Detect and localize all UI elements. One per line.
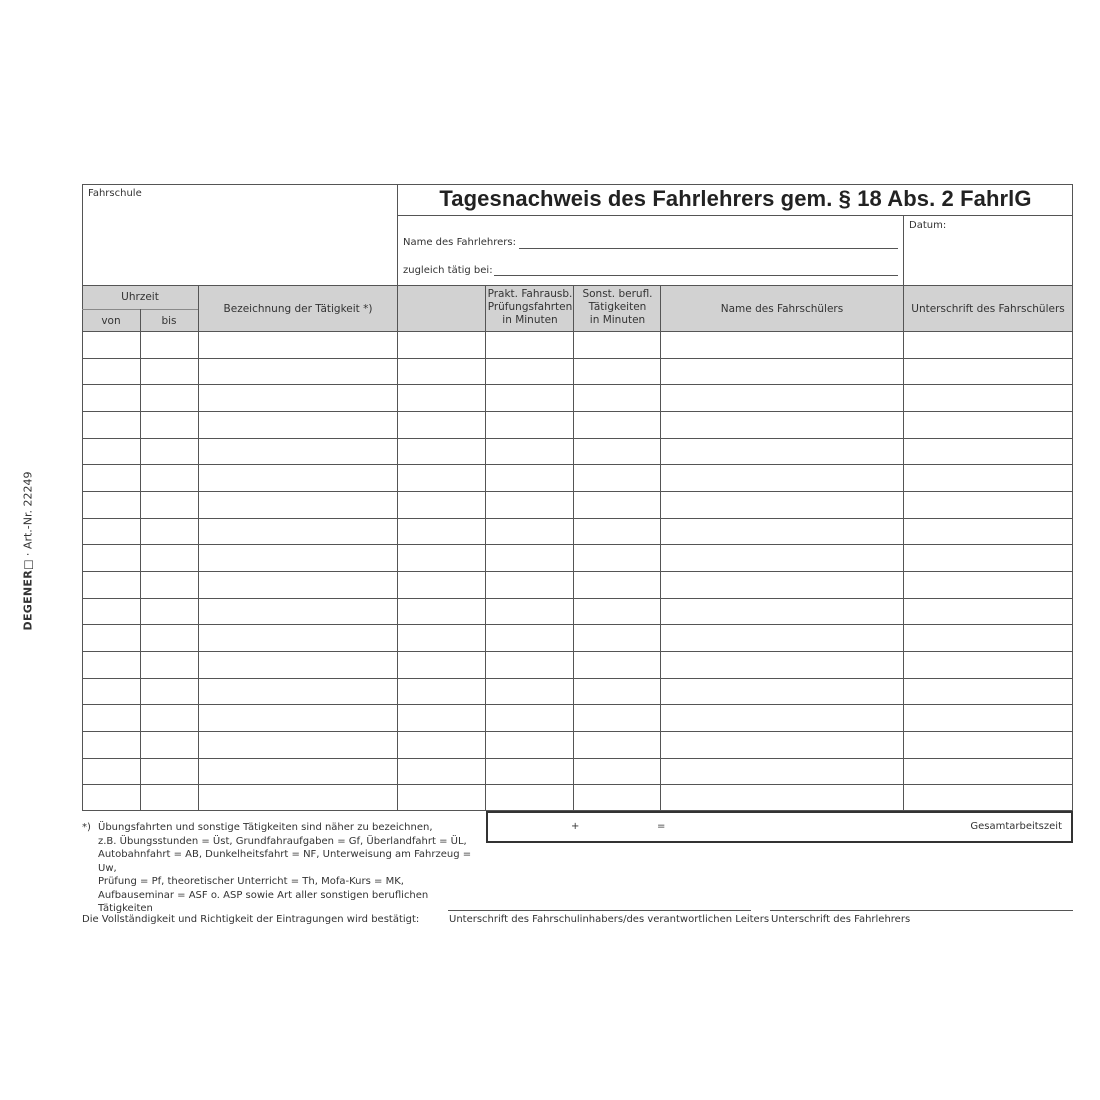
table-row xyxy=(82,758,1073,759)
footnote-marker: *) xyxy=(82,822,91,833)
total-equals: = xyxy=(657,821,666,832)
table-row xyxy=(82,544,1073,545)
table-row xyxy=(82,784,1073,785)
table-row xyxy=(82,491,1073,492)
footnote-line: Aufbauseminar = ASF o. ASP sowie Art aller sonstigen beruflichen Tätigkeiten xyxy=(98,889,429,914)
column-header-to: bis xyxy=(161,315,177,327)
footnote-line: z.B. Übungsstunden = Üst, Grundfahraufgaben = Gf, Überlandfahrt = ÜL, xyxy=(98,835,467,847)
table-row xyxy=(82,678,1073,679)
footnote-line: Prüfung = Pf, theoretischer Unterricht = Th, Mofa-Kurs = MK, xyxy=(98,876,404,887)
footnote-text xyxy=(98,821,478,916)
teacher-signature-field[interactable] xyxy=(770,910,1073,911)
column-header-activity: Bezeichnung der Tätigkeit *) xyxy=(223,303,373,315)
title-underline xyxy=(397,215,1073,216)
table-row xyxy=(82,731,1073,732)
table-row xyxy=(82,438,1073,439)
column-header-student-signature: Unterschrift des Fahrschülers xyxy=(911,303,1065,315)
confirmation-text: Die Vollständigkeit und Richtigkeit der Eintragungen wird bestätigt: xyxy=(82,914,420,925)
vendor-imprint: DEGENER□ · Art.-Nr. 22249 xyxy=(21,471,35,631)
teacher-signature-label: Unterschrift des Fahrlehrers xyxy=(771,914,911,925)
column-header-from: von xyxy=(101,315,121,327)
form-frame xyxy=(82,184,1073,811)
column-header-student-name: Name des Fahrschülers xyxy=(720,303,844,315)
school-label: Fahrschule xyxy=(88,188,142,199)
total-label: Gesamtarbeitszeit xyxy=(970,821,1062,832)
column-header-practical: Prakt. Fahrausb. Prüfungsfahrten in Minuten xyxy=(487,288,573,326)
teacher-name-field[interactable] xyxy=(519,248,898,249)
col-line-other xyxy=(573,285,574,811)
also-active-field[interactable] xyxy=(494,275,898,276)
table-row xyxy=(82,704,1073,705)
column-header-bottom xyxy=(82,331,1073,332)
table-row xyxy=(82,358,1073,359)
column-header-other: Sonst. berufl. Tätigkeiten in Minuten xyxy=(582,288,653,326)
header-bottom-line xyxy=(82,285,1073,286)
col-line-student-signature xyxy=(903,285,904,811)
col-line-student-name xyxy=(660,285,661,811)
also-active-label: zugleich tätig bei: xyxy=(403,265,493,276)
table-row xyxy=(82,624,1073,625)
total-plus: + xyxy=(571,821,580,832)
table-row xyxy=(82,384,1073,385)
date-divider xyxy=(903,215,904,285)
footnote-line: Übungsfahrten und sonstige Tätigkeiten sind näher zu bezeichnen, xyxy=(98,822,433,833)
teacher-name-label: Name des Fahrlehrers: xyxy=(403,237,516,248)
col-line-blank xyxy=(397,285,398,811)
table-row xyxy=(82,518,1073,519)
table-row xyxy=(82,571,1073,572)
owner-signature-field[interactable] xyxy=(448,910,751,911)
vendor-brand: DEGENER xyxy=(21,569,35,631)
column-header-time: Uhrzeit xyxy=(121,291,159,303)
table-row xyxy=(82,464,1073,465)
vendor-article: Art.-Nr. 22249 xyxy=(21,471,35,550)
owner-signature-label: Unterschrift des Fahrschulinhabers/des verantwortlichen Leiters xyxy=(449,914,770,925)
table-row xyxy=(82,598,1073,599)
col-line-activity xyxy=(198,285,199,811)
vendor-logo-icon: □ xyxy=(21,559,35,570)
date-label: Datum: xyxy=(909,220,947,231)
table-row xyxy=(82,651,1073,652)
col-line-practical xyxy=(485,285,486,811)
table-row xyxy=(82,411,1073,412)
page-title: Tagesnachweis des Fahrlehrers gem. § 18 Abs. 2 FahrlG xyxy=(439,186,1032,211)
footnote-line: Autobahnfahrt = AB, Dunkelheitsfahrt = NF, Unterweisung am Fahrzeug = Uw, xyxy=(98,849,472,874)
